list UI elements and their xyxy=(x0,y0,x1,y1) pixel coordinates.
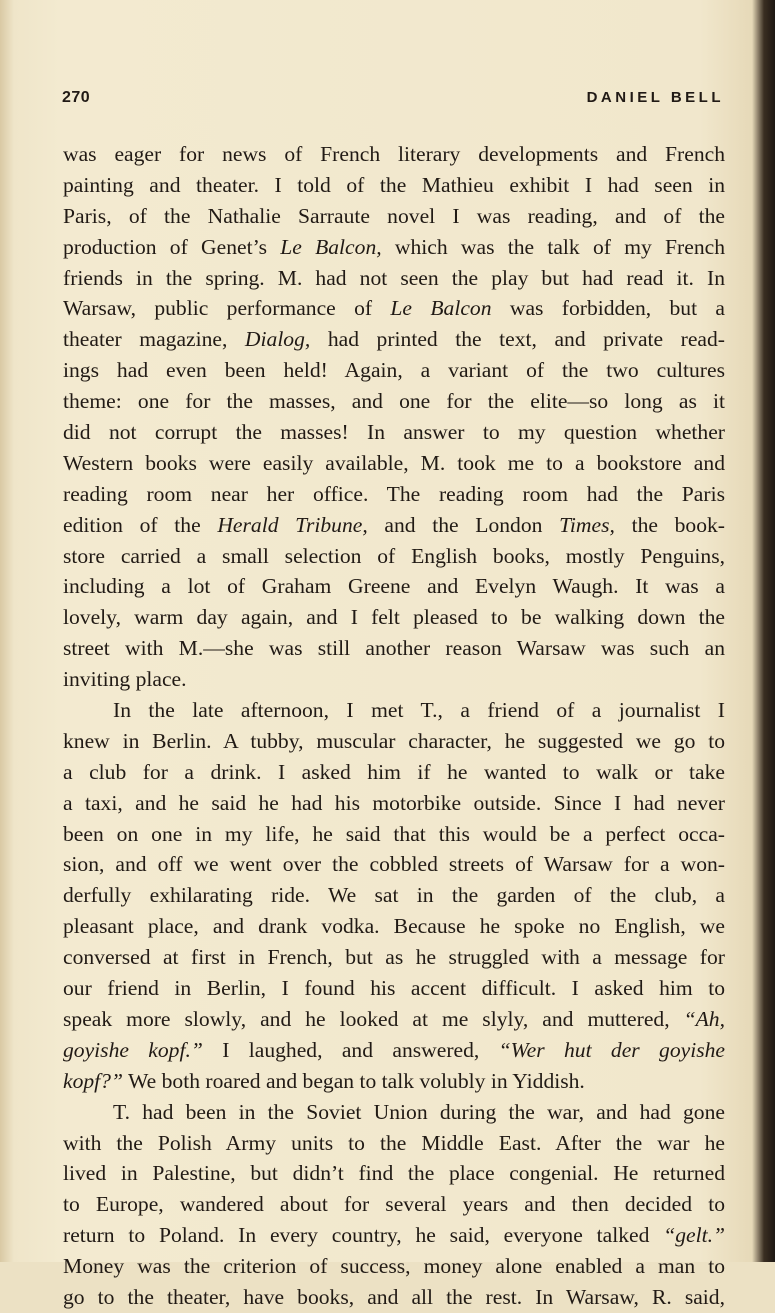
text-line xyxy=(63,1004,725,1035)
text-segment: including a lot of Graham Greene and Evelyn Waugh. It was a xyxy=(63,574,725,599)
italic-text: Le Balcon, xyxy=(280,234,382,259)
text-segment: had printed the text, and private read- xyxy=(310,327,725,352)
text-segment: to Europe, wandered about for several years and then decided to xyxy=(63,1192,725,1217)
italic-text: Dialog, xyxy=(244,327,311,352)
text-line xyxy=(63,757,725,788)
text-line xyxy=(63,1251,725,1282)
text-line xyxy=(63,479,725,510)
italic-text: Times, xyxy=(559,512,615,537)
text-line xyxy=(63,602,725,633)
text-segment: street with M.—she was still another reason Warsaw was such an xyxy=(63,636,725,661)
italic-text: Herald Tribune, xyxy=(217,512,368,537)
text-segment: with the Polish Army units to the Middle East. After the war he xyxy=(63,1130,725,1155)
text-line xyxy=(63,633,725,664)
text-line xyxy=(63,448,725,479)
text-segment: which was the talk of my French xyxy=(381,234,725,259)
italic-text: goyishe kopf.” xyxy=(63,1037,203,1062)
italic-text: “gelt.” xyxy=(663,1223,725,1248)
text-segment: production of Genet’s xyxy=(63,234,281,259)
text-segment: T. had been in the Soviet Union during the war, and had gone xyxy=(113,1099,725,1124)
text-line xyxy=(63,201,725,232)
text-segment: lived in Palestine, but didn’t find the place congenial. He returned xyxy=(63,1161,725,1186)
italic-text: “Ah, xyxy=(683,1006,725,1031)
text-line xyxy=(63,139,725,170)
text-line xyxy=(63,695,725,726)
text-segment: Warsaw, public performance of xyxy=(63,296,391,321)
text-segment: a taxi, and he said he had his motorbike outside. Since I had never xyxy=(63,790,725,815)
text-segment: our friend in Berlin, I found his accent difficult. I asked him to xyxy=(63,976,725,1001)
text-segment: derfully exhilarating ride. We sat in the garden of the club, a xyxy=(63,883,725,908)
text-line xyxy=(63,942,725,973)
text-line xyxy=(63,849,725,880)
text-line xyxy=(63,232,725,263)
text-segment: did not corrupt the masses! In answer to my question whether xyxy=(63,420,725,445)
text-segment: lovely, warm day again, and I felt pleased to be walking down the xyxy=(63,605,725,630)
text-segment: knew in Berlin. A tubby, muscular character, he suggested we go to xyxy=(63,728,725,753)
text-line xyxy=(63,293,725,324)
text-line xyxy=(63,1158,725,1189)
text-segment: We both roared and began to talk volubly in Yiddish. xyxy=(122,1068,585,1093)
text-segment: Money was the criterion of success, money alone enabled a man to xyxy=(63,1254,725,1279)
text-line xyxy=(63,664,725,695)
text-segment: the book- xyxy=(614,512,725,537)
text-segment: In the late afternoon, I met T., a friend of a journalist I xyxy=(113,698,725,723)
text-segment: I laughed, and answered, xyxy=(202,1037,499,1062)
text-line xyxy=(63,819,725,850)
italic-text: “Wer hut der goyishe xyxy=(498,1037,725,1062)
text-line xyxy=(63,386,725,417)
text-segment: Paris, of the Nathalie Sarraute novel I was reading, and of the xyxy=(63,203,725,228)
body-text xyxy=(63,139,725,1313)
text-line xyxy=(63,1035,725,1066)
text-line xyxy=(63,417,725,448)
text-line xyxy=(63,1066,725,1097)
text-line xyxy=(63,1189,725,1220)
text-segment: go to the theater, have books, and all the rest. In Warsaw, R. said, xyxy=(63,1284,725,1309)
text-segment: store carried a small selection of English books, mostly Penguins, xyxy=(63,543,725,568)
text-segment: theater magazine, xyxy=(63,327,245,352)
text-line xyxy=(63,911,725,942)
text-line xyxy=(63,510,725,541)
text-line xyxy=(63,1097,725,1128)
running-head: DANIEL BELL xyxy=(586,89,724,106)
text-segment: friends in the spring. M. had not seen the play but had read it. In xyxy=(63,265,725,290)
text-segment: edition of the xyxy=(63,512,218,537)
text-segment: pleasant place, and drank vodka. Because he spoke no English, we xyxy=(63,914,725,939)
page-number: 270 xyxy=(62,89,91,106)
text-segment: painting and theater. I told of the Mathieu exhibit I had seen in xyxy=(63,172,725,197)
text-line xyxy=(63,1128,725,1159)
text-segment: a club for a drink. I asked him if he wanted to walk or take xyxy=(63,759,725,784)
text-line xyxy=(63,355,725,386)
text-line xyxy=(63,973,725,1004)
text-line xyxy=(63,324,725,355)
text-segment: Western books were easily available, M. took me to a bookstore and xyxy=(63,450,725,475)
text-segment: inviting place. xyxy=(63,667,187,692)
text-line xyxy=(63,170,725,201)
text-line xyxy=(63,1220,725,1251)
text-segment: sion, and off we went over the cobbled streets of Warsaw for a won- xyxy=(63,852,725,877)
italic-text: kopf?” xyxy=(63,1068,123,1093)
text-line xyxy=(63,788,725,819)
text-segment: conversed at first in French, but as he struggled with a message for xyxy=(63,945,725,970)
text-line xyxy=(63,541,725,572)
italic-text: Le Balcon xyxy=(390,296,492,321)
text-line xyxy=(63,1282,725,1313)
text-line xyxy=(63,571,725,602)
text-line xyxy=(63,263,725,294)
text-segment: speak more slowly, and he looked at me slyly, and muttered, xyxy=(63,1006,684,1031)
text-segment: was eager for news of French literary developments and French xyxy=(63,142,725,166)
text-segment: was forbidden, but a xyxy=(491,296,725,321)
text-segment: and the London xyxy=(367,512,560,537)
text-segment: theme: one for the masses, and one for the elite—so long as it xyxy=(63,389,725,414)
text-segment: been on one in my life, he said that this would be a perfect occa- xyxy=(63,821,725,846)
text-line xyxy=(63,726,725,757)
text-segment: reading room near her office. The reading room had the Paris xyxy=(63,481,725,506)
text-line xyxy=(63,880,725,911)
page-header xyxy=(62,89,724,115)
text-segment: ings had even been held! Again, a variant of the two cultures xyxy=(63,358,725,383)
text-segment: return to Poland. In every country, he said, everyone talked xyxy=(63,1223,664,1248)
